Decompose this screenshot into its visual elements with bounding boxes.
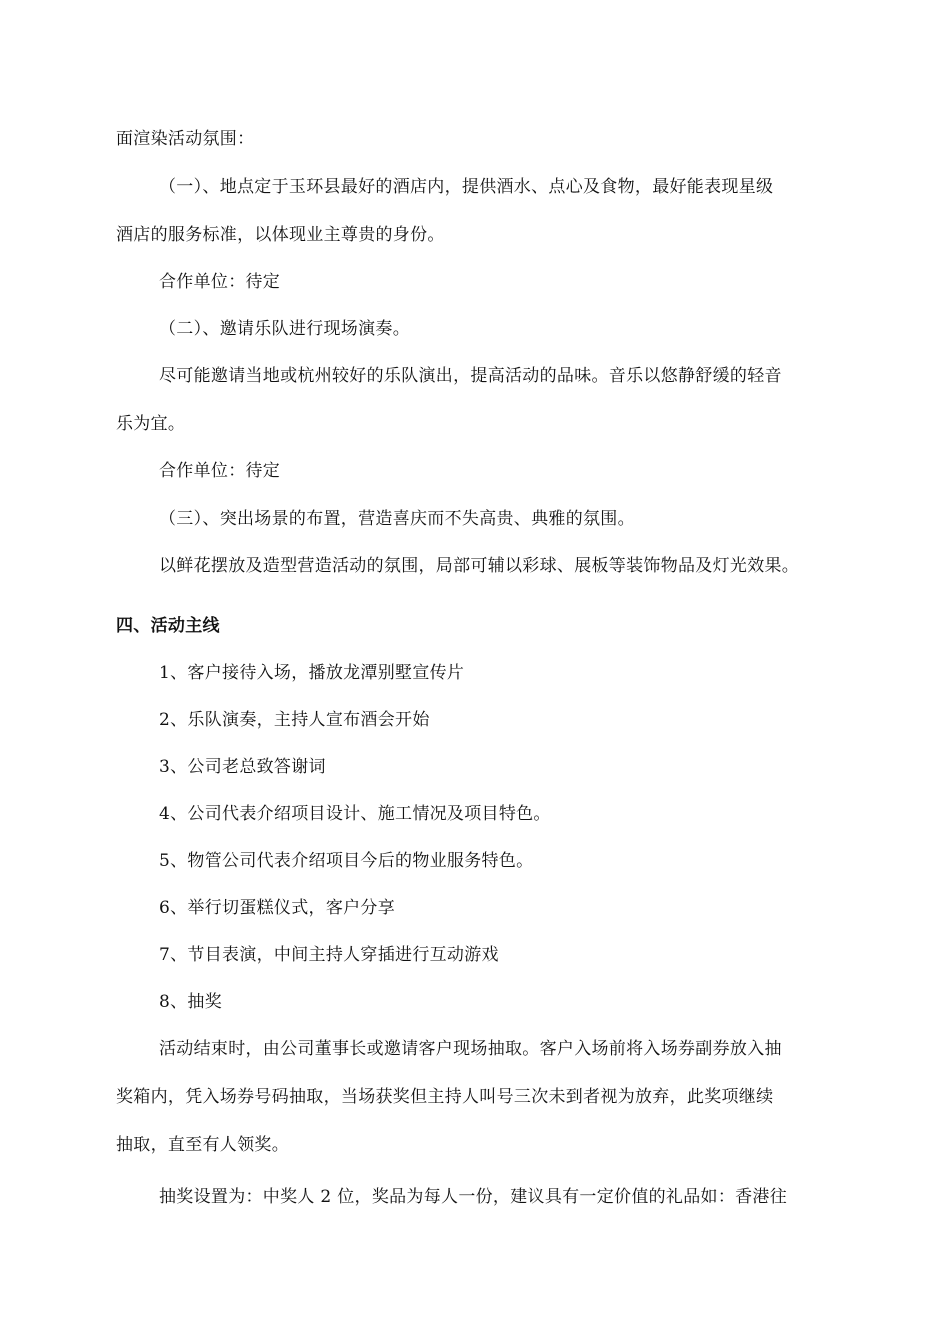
list-item: 4、公司代表介绍项目设计、施工情况及项目特色。	[159, 804, 551, 824]
partner-line: 合作单位：待定	[159, 461, 281, 481]
paragraph-line: 以鲜花摆放及造型营造活动的氛围，局部可辅以彩球、展板等装饰物品及灯光效果。	[159, 556, 800, 576]
list-item: 8、抽奖	[159, 992, 223, 1012]
paragraph-line: （二）、邀请乐队进行现场演奏。	[159, 319, 410, 339]
partner-line: 合作单位：待定	[159, 272, 281, 292]
list-item: 3、公司老总致答谢词	[159, 757, 326, 777]
list-item: 6、举行切蛋糕仪式，客户分享	[159, 898, 396, 918]
paragraph-line: （一）、地点定于玉环县最好的酒店内，提供酒水、点心及食物，最好能表现星级	[159, 177, 774, 197]
list-item: 2、乐队演奏，主持人宣布酒会开始	[159, 710, 430, 730]
section-heading: 四、活动主线	[116, 616, 220, 636]
list-item: 7、节目表演，中间主持人穿插进行互动游戏	[159, 945, 499, 965]
paragraph-line: 活动结束时，由公司董事长或邀请客户现场抽取。客户入场前将入场券副券放入抽	[159, 1039, 782, 1059]
list-item: 1、客户接待入场，播放龙潭别墅宣传片	[159, 663, 465, 683]
paragraph-line: 酒店的服务标准，以体现业主尊贵的身份。	[116, 225, 445, 245]
paragraph-line: 乐为宜。	[116, 414, 186, 434]
paragraph-line: 抽奖设置为：中奖人 2 位，奖品为每人一份，建议具有一定价值的礼品如：香港往	[159, 1187, 788, 1207]
paragraph-line: 抽取，直至有人领奖。	[116, 1135, 289, 1155]
paragraph-line: 奖箱内，凭入场券号码抽取，当场获奖但主持人叫号三次未到者视为放弃，此奖项继续	[116, 1087, 774, 1107]
paragraph-line: （三）、突出场景的布置，营造喜庆而不失高贵、典雅的氛围。	[159, 509, 635, 529]
paragraph-line: 尽可能邀请当地或杭州较好的乐队演出，提高活动的品味。音乐以悠静舒缓的轻音	[159, 366, 782, 386]
list-item: 5、物管公司代表介绍项目今后的物业服务特色。	[159, 851, 534, 871]
paragraph-line: 面渲染活动氛围：	[116, 129, 255, 149]
